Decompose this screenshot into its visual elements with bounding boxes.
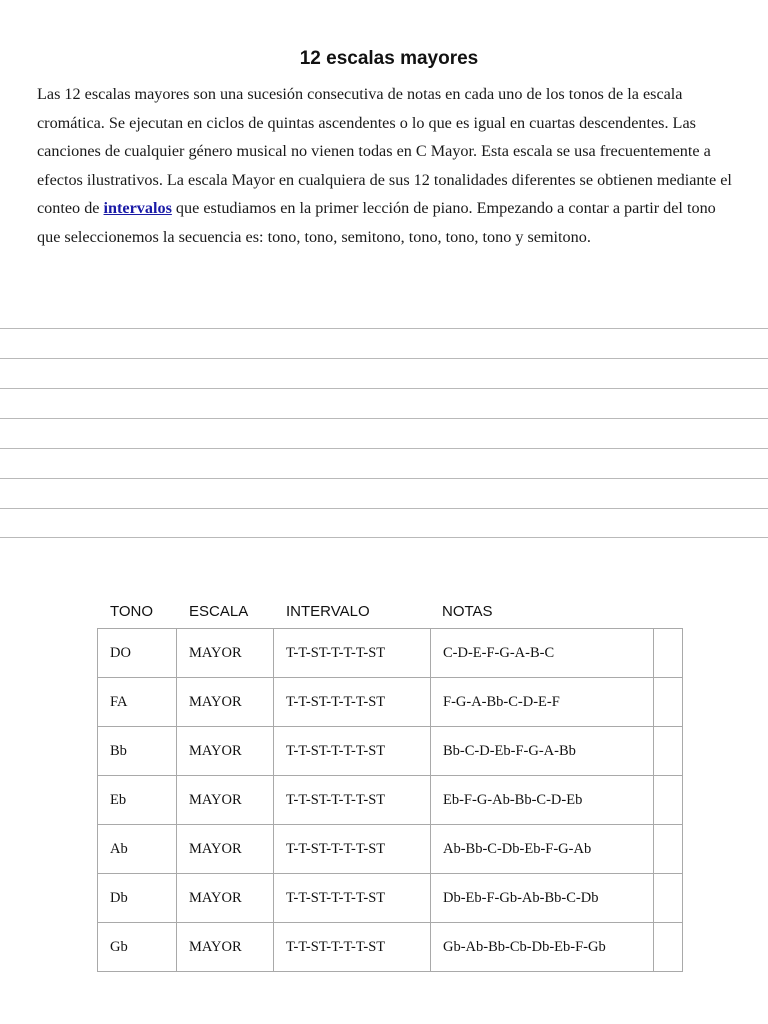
table-row	[98, 874, 683, 923]
intro-text-before-link: Las 12 escalas mayores son una sucesión consecutiva de notas en cada uno de los tonos de la escala cromática. Se ejecutan en ciclos de quintas ascendentes o lo que es igual en cuartas descendentes. Las canciones de cualquier género musical no vienen todas en C Mayor. Esta escala se usa frecuentemente a efectos ilustrativos. La escala Mayor en cualquiera de sus 12 tonalidades diferentes se obtienen mediante el conteo de	[37, 85, 732, 218]
cell-intervalo: T-T-ST-T-T-T-ST	[274, 727, 431, 776]
cell-empty	[654, 629, 683, 678]
table-row	[98, 678, 683, 727]
staff-line	[0, 508, 768, 509]
cell-empty	[654, 825, 683, 874]
cell-notas: F-G-A-Bb-C-D-E-F	[431, 678, 654, 727]
table-row	[98, 629, 683, 678]
header-escala: ESCALA	[189, 603, 249, 620]
staff-line	[0, 478, 768, 479]
staff-line	[0, 328, 768, 329]
cell-notas: Db-Eb-F-Gb-Ab-Bb-C-Db	[431, 874, 654, 923]
cell-notas: Bb-C-D-Eb-F-G-A-Bb	[431, 727, 654, 776]
music-staff	[0, 328, 768, 540]
table-row	[98, 727, 683, 776]
cell-empty	[654, 678, 683, 727]
cell-notas: Gb-Ab-Bb-Cb-Db-Eb-F-Gb	[431, 923, 654, 972]
cell-escala: MAYOR	[177, 727, 274, 776]
cell-tono: Eb	[98, 776, 177, 825]
cell-intervalo: T-T-ST-T-T-T-ST	[274, 776, 431, 825]
cell-tono: DO	[98, 629, 177, 678]
cell-tono: Gb	[98, 923, 177, 972]
table-row	[98, 923, 683, 972]
intervalos-link[interactable]: intervalos	[103, 199, 172, 218]
table-row	[98, 776, 683, 825]
cell-escala: MAYOR	[177, 629, 274, 678]
staff-line	[0, 537, 768, 538]
table-header-row	[0, 603, 768, 623]
cell-escala: MAYOR	[177, 776, 274, 825]
cell-tono: Db	[98, 874, 177, 923]
intro-paragraph	[37, 80, 737, 252]
header-notas: NOTAS	[442, 603, 493, 620]
cell-escala: MAYOR	[177, 825, 274, 874]
cell-notas: Ab-Bb-C-Db-Eb-F-G-Ab	[431, 825, 654, 874]
cell-intervalo: T-T-ST-T-T-T-ST	[274, 874, 431, 923]
cell-intervalo: T-T-ST-T-T-T-ST	[274, 923, 431, 972]
cell-empty	[654, 874, 683, 923]
cell-empty	[654, 727, 683, 776]
cell-empty	[654, 923, 683, 972]
table-row	[98, 825, 683, 874]
cell-tono: Ab	[98, 825, 177, 874]
cell-escala: MAYOR	[177, 678, 274, 727]
cell-empty	[654, 776, 683, 825]
header-tono: TONO	[110, 603, 154, 620]
staff-line	[0, 388, 768, 389]
staff-line	[0, 448, 768, 449]
cell-tono: Bb	[98, 727, 177, 776]
header-intervalo: INTERVALO	[286, 603, 370, 620]
staff-line	[0, 418, 768, 419]
cell-escala: MAYOR	[177, 923, 274, 972]
staff-line	[0, 358, 768, 359]
cell-intervalo: T-T-ST-T-T-T-ST	[274, 825, 431, 874]
major-scales-table	[97, 628, 683, 972]
page-title: 12 escalas mayores	[299, 48, 479, 69]
cell-notas: C-D-E-F-G-A-B-C	[431, 629, 654, 678]
cell-intervalo: T-T-ST-T-T-T-ST	[274, 678, 431, 727]
cell-tono: FA	[98, 678, 177, 727]
cell-escala: MAYOR	[177, 874, 274, 923]
cell-notas: Eb-F-G-Ab-Bb-C-D-Eb	[431, 776, 654, 825]
intro-text-after-link: que estudiamos en la primer lección de piano. Empezando a contar a partir del tono que seleccionemos la secuencia es: tono, tono, semitono, tono, tono, tono y semitono.	[37, 199, 716, 246]
cell-intervalo: T-T-ST-T-T-T-ST	[274, 629, 431, 678]
